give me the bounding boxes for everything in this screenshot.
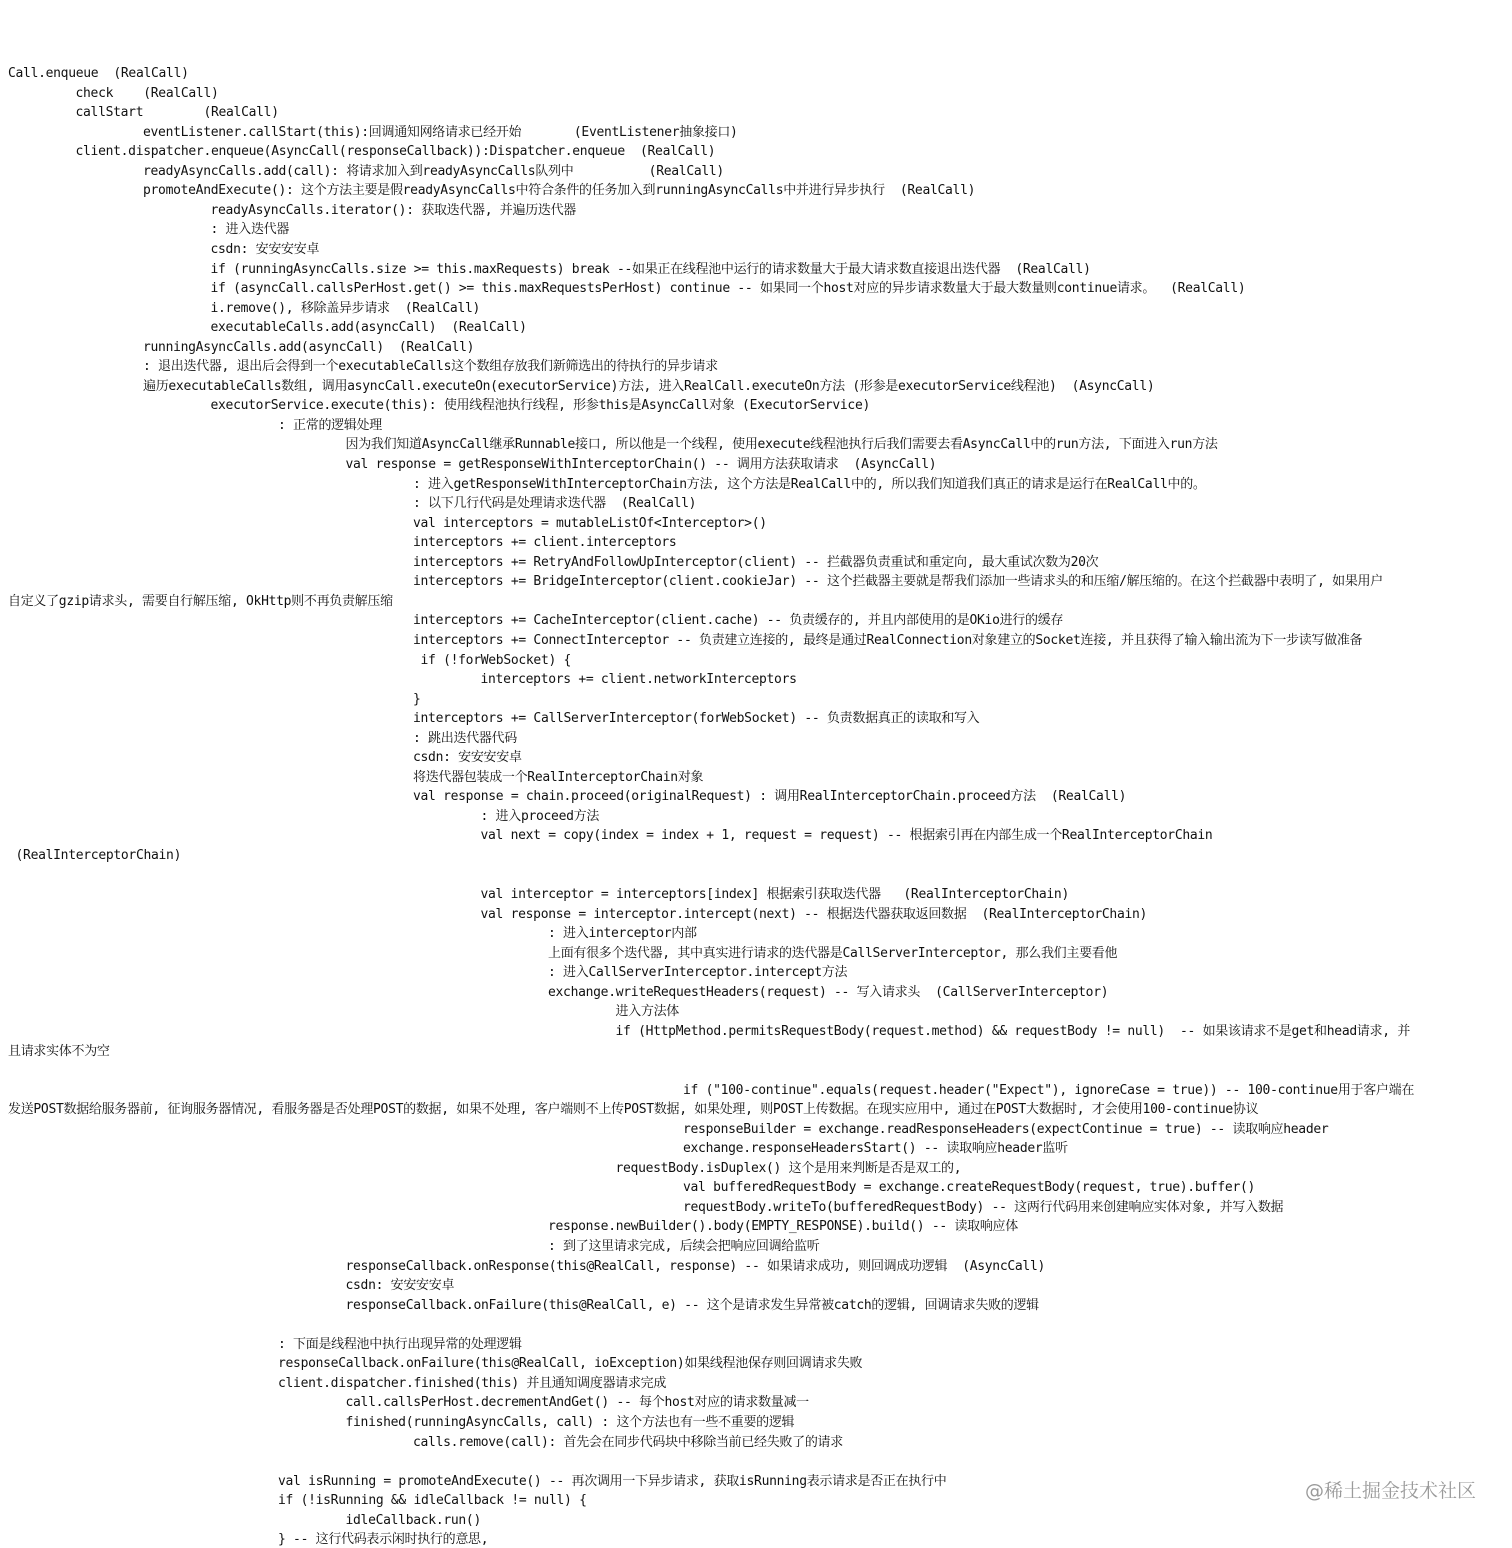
text-line: val response = getResponseWithInterceptorChain() -- 调用方法获取请求 (AsyncCall)	[345, 457, 937, 472]
text-line: if (!isRunning && idleCallback != null) {	[278, 1493, 587, 1509]
text-line: }	[413, 691, 421, 707]
text-line: Call.enqueue (RealCall)	[8, 66, 189, 81]
text-line: 上面有很多个迭代器, 其中真实进行请求的迭代器是CallServerInterceptor, 那么我们主要看他	[548, 945, 1118, 961]
text-line: exchange.writeRequestHeaders(request) -- 写入请求头 (CallServerInterceptor)	[548, 984, 1109, 1000]
text-line: client.dispatcher.enqueue(AsyncCall(responseCallback)):Dispatcher.enqueue (RealCall)	[75, 144, 716, 160]
text-line: response.newBuilder().body(EMPTY_RESPONSE).build() -- 读取响应体	[548, 1219, 1018, 1235]
watermark: @稀土掘金技术社区	[1304, 1480, 1476, 1502]
text-line: client.dispatcher.finished(this) 并且通知调度器请求完成	[278, 1375, 667, 1391]
text-line: : 进入CallServerInterceptor.intercept方法	[548, 965, 848, 981]
text-line: : 到了这里请求完成, 后续会把响应回调给监听	[548, 1239, 820, 1254]
text-line: calls.remove(call): 首先会在同步代码块中移除当前已经失败了的请求	[413, 1434, 843, 1450]
text-line: : 进入proceed方法	[480, 808, 600, 824]
text-line: interceptors += ConnectInterceptor -- 负责建立连接的, 最终是通过RealConnection对象建立的Socket连接, 并且获得了输入输出流为下一步读写做准备	[413, 632, 1363, 648]
text-line: call.callsPerHost.decrementAndGet() -- 每个host对应的请求数量减一	[345, 1395, 809, 1411]
text-line: val interceptor = interceptors[index] 根据索引获取迭代器 (RealInterceptorChain)	[480, 887, 1069, 903]
text-line: csdn: 安安安安卓	[210, 241, 320, 257]
text-line: callStart (RealCall)	[75, 105, 279, 121]
text-line: i.remove(), 移除盖异步请求 (RealCall)	[210, 300, 481, 316]
text-line: if (asyncCall.callsPerHost.get() >= this.maxRequestsPerHost) continue -- 如果同一个host对应的异步请求数量大于最大数量则continue请求。 (RealCall)	[210, 281, 1246, 297]
text-line: responseCallback.onFailure(this@RealCall, e) -- 这个是请求发生异常被catch的逻辑, 回调请求失败的逻辑	[345, 1297, 1039, 1313]
text-line: : 下面是线程池中执行出现异常的处理逻辑	[278, 1336, 522, 1352]
text-line: : 以下几行代码是处理请求迭代器 (RealCall)	[413, 496, 697, 512]
text-line: if (HttpMethod.permitsRequestBody(request.method) && requestBody != null) -- 如果该请求不是get和head请求, 并	[615, 1023, 1411, 1039]
text-line: interceptors += CacheInterceptor(client.cache) -- 负责缓存的, 并且内部使用的是OKio进行的缓存	[413, 613, 1064, 629]
text-line: requestBody.writeTo(bufferedRequestBody) -- 这两行代码用来创建响应实体对象, 并写入数据	[683, 1199, 1284, 1215]
text-line: 自定义了gzip请求头, 需要自行解压缩, OkHttp则不再负责解压缩	[8, 593, 393, 609]
text-line: readyAsyncCalls.iterator(): 获取迭代器, 并遍历迭代器	[210, 202, 577, 218]
text-line: : 进入迭代器	[210, 222, 290, 238]
text-line: if (!forWebSocket) {	[413, 652, 572, 668]
text-line: executableCalls.add(asyncCall) (RealCall)	[210, 320, 527, 336]
text-line: interceptors += client.interceptors	[413, 535, 677, 551]
text-line: responseCallback.onFailure(this@RealCall, ioException)如果线程池保存则回调请求失败	[278, 1356, 863, 1372]
text-line: val bufferedRequestBody = exchange.createRequestBody(request, true).buffer()	[683, 1180, 1256, 1196]
text-line: : 正常的逻辑处理	[278, 417, 382, 433]
text-line: 发送POST数据给服务器前, 征询服务器情况, 看服务器是否处理POST的数据, 如果不处理, 客户端则不上传POST数据, 如果处理, 则POST上传数据。在现实应用中, 通过在POST大数据时, 才会使用100-continue协议	[8, 1102, 1259, 1118]
text-line: : 退出迭代器, 退出后会得到一个executableCalls这个数组存放我们新筛选出的待执行的异步请求	[143, 359, 718, 375]
text-line: : 进入getResponseWithInterceptorChain方法, 这个方法是RealCall中的, 所以我们知道我们真正的请求是运行在RealCall中的。	[413, 476, 1206, 492]
text-line: csdn: 安安安安卓	[345, 1278, 455, 1294]
text-line: check (RealCall)	[75, 85, 219, 101]
text-line: : 进入interceptor内部	[548, 926, 697, 942]
text-line: requestBody.isDuplex() 这个是用来判断是否是双工的,	[615, 1160, 962, 1176]
text-line: (RealInterceptorChain)	[8, 848, 182, 863]
text-line: if (runningAsyncCalls.size >= this.maxRequests) break --如果正在线程池中运行的请求数量大于最大请求数直接退出迭代器 (RealCall)	[210, 261, 1091, 277]
text-line: 遍历executableCalls数组, 调用asyncCall.executeOn(executorService)方法, 进入RealCall.executeOn方法 (形参是executorService线程池) (AsyncCall)	[143, 378, 1155, 394]
text-line: idleCallback.run()	[345, 1512, 481, 1528]
text-line: interceptors += CallServerInterceptor(forWebSocket) -- 负责数据真正的读取和写入	[413, 711, 980, 727]
text-line: executorService.execute(this): 使用线程池执行线程, 形参this是AsyncCall对象 (ExecutorService)	[210, 398, 871, 414]
text-line: val interceptors = mutableListOf<Interceptor>()	[413, 515, 767, 531]
text-line: runningAsyncCalls.add(asyncCall) (RealCall)	[143, 339, 475, 355]
text-line: interceptors += RetryAndFollowUpInterceptor(client) -- 拦截器负责重试和重定向, 最大重试次数为20次	[413, 554, 1099, 570]
text-line: : 跳出迭代器代码	[413, 730, 517, 746]
text-line: interceptors += BridgeInterceptor(client.cookieJar) -- 这个拦截器主要就是帮我们添加一些请求头的和压缩/解压缩的。在这个拦截器中表明了, 如果用户	[413, 574, 1383, 590]
text-line: 将迭代器包装成一个RealInterceptorChain对象	[413, 769, 704, 785]
text-line: val response = chain.proceed(originalRequest) : 调用RealInterceptorChain.proceed方法 (RealCall)	[413, 789, 1127, 805]
text-line: interceptors += client.networkInterceptors	[480, 672, 797, 688]
text-line: responseBuilder = exchange.readResponseHeaders(expectContinue = true) -- 读取响应header	[683, 1121, 1329, 1137]
text-line: exchange.responseHeadersStart() -- 读取响应header监听	[683, 1141, 1068, 1157]
text-line: } -- 这行代码表示闲时执行的意思,	[278, 1532, 489, 1548]
text-line: val next = copy(index = index + 1, request = request) -- 根据索引再在内部生成一个RealInterceptorChain	[480, 828, 1213, 844]
text-line: val isRunning = promoteAndExecute() -- 再次调用一下异步请求, 获取isRunning表示请求是否正在执行中	[278, 1473, 947, 1489]
text-line: finished(runningAsyncCalls, call) : 这个方法也有一些不重要的逻辑	[345, 1414, 795, 1430]
text-line: if ("100-continue".equals(request.header("Expect"), ignoreCase = true)) -- 100-continue用于客户端在	[683, 1082, 1415, 1098]
text-line: 且请求实体不为空	[8, 1043, 110, 1059]
text-line: csdn: 安安安安卓	[413, 750, 522, 766]
text-line: 因为我们知道AsyncCall继承Runnable接口, 所以他是一个线程, 使用execute线程池执行后我们需要去看AsyncCall中的run方法, 下面进入run方法	[345, 437, 1218, 453]
text-line: eventListener.callStart(this):回调通知网络请求已经开始 (EventListener抽象接口)	[143, 124, 738, 140]
text-line: 进入方法体	[615, 1004, 680, 1020]
text-line: readyAsyncCalls.add(call): 将请求加入到readyAsyncCalls队列中 (RealCall)	[143, 163, 724, 179]
text-line: responseCallback.onResponse(this@RealCall, response) -- 如果请求成功, 则回调成功逻辑 (AsyncCall)	[345, 1258, 1045, 1274]
text-line: promoteAndExecute(): 这个方法主要是假readyAsyncCalls中符合条件的任务加入到runningAsyncCalls中并进行异步执行 (RealCall)	[143, 183, 976, 199]
text-line: val response = interceptor.intercept(next) -- 根据迭代器获取返回数据 (RealInterceptorChain)	[480, 906, 1148, 922]
